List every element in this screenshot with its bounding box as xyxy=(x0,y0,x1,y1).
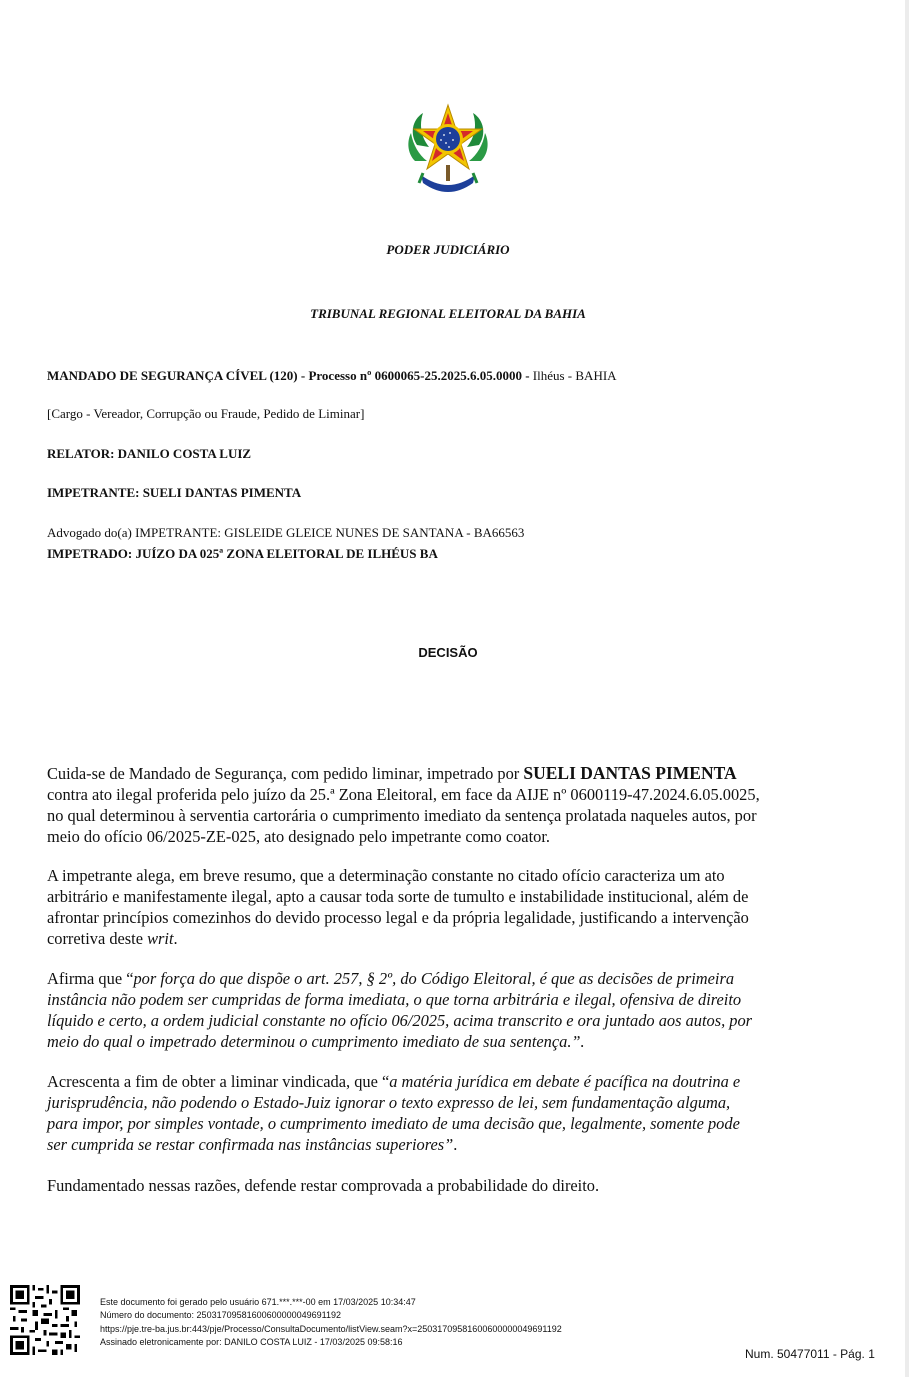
paragraph-1 xyxy=(47,763,853,847)
p3-line1: Afirma que “ xyxy=(47,969,134,988)
p3-line4: meio do qual o impetrado determinou o cumprimento imediato de sua sentença.”. xyxy=(47,1032,585,1051)
p1-impetrante-name: SUELI DANTAS PIMENTA xyxy=(523,763,737,783)
case-advogado: Advogado do(a) IMPETRANTE: GISLEIDE GLEICE NUNES DE SANTANA - BA66563 xyxy=(47,525,525,540)
p2-line2: arbitrário e manifestamente ilegal, apto a causar toda sorte de tumulto e instabilidade institucional, além de xyxy=(47,887,749,906)
p3-line2: instância não podem ser cumpridas de forma imediata, o que torna arbitrária e ilegal, ofensiva de direito xyxy=(47,990,742,1009)
p4-line4: ser cumprida se restar confirmada nas instâncias superiores” xyxy=(47,1135,454,1154)
case-class-line xyxy=(47,368,617,384)
brazil-coat-of-arms-icon xyxy=(403,103,493,199)
p1-line3: no qual determinou à serventia cartorária o cumprimento imediato da sentença prolatada naqueles autos, por xyxy=(47,806,757,825)
case-impetrado: IMPETRADO: JUÍZO DA 025ª ZONA ELEITORAL DE ILHÉUS BA xyxy=(47,546,438,561)
p4-line1: Acrescenta a fim de obter a liminar vindicada, que “ xyxy=(47,1072,390,1091)
footer-signed: Assinado eletronicamente por: DANILO COSTA LUIZ - 17/03/2025 09:58:16 xyxy=(100,1336,403,1347)
case-location: Ilhéus - BAHIA xyxy=(532,368,617,383)
p4-line3: para impor, por simples vontade, o cumprimento imediato de uma decisão que, legalmente, somente pode xyxy=(47,1114,740,1133)
page-edge xyxy=(905,0,909,1377)
p2-line4: corretiva deste xyxy=(47,929,148,948)
case-relator: RELATOR: DANILO COSTA LUIZ xyxy=(47,446,252,461)
case-impetrante: IMPETRANTE: SUELI DANTAS PIMENTA xyxy=(47,485,302,500)
p2-line3: afrontar princípios comezinhos do devido processo legal e da própria legalidade, justificando a intervenção xyxy=(47,908,749,927)
p4-line2: jurisprudência, não podendo o Estado-Juiz ignorar o texto expresso de lei, sem fundamentação alguma, xyxy=(47,1093,731,1112)
case-class: MANDADO DE SEGURANÇA CÍVEL (120) - Processo nº 0600065-25.2025.6.05.0000 - xyxy=(47,368,533,383)
p3-line3: líquido e certo, a ordem judicial constante no ofício 06/2025, acima transcrito e ora juntado aos autos, por xyxy=(47,1011,753,1030)
document-title: DECISÃO xyxy=(418,645,478,660)
header-tribunal: TRIBUNAL REGIONAL ELEITORAL DA BAHIA xyxy=(310,306,586,321)
p3-quote-start: por força do que dispõe o art. 257, § 2º, do Código Eleitoral, é que as decisões de primeira xyxy=(133,969,735,988)
p2-writ: writ xyxy=(147,929,174,948)
footer-url[interactable]: https://pje.tre-ba.jus.br:443/pje/Processo/ConsultaDocumento/listView.seam?x=25031709581600600000049691192 xyxy=(100,1323,562,1334)
p1-line2: contra ato ilegal proferida pelo juízo da 25.ª Zona Eleitoral, em face da AIJE nº 0600119-47.2024.6.05.0025, xyxy=(47,785,760,804)
header-poder-judiciario: PODER JUDICIÁRIO xyxy=(386,242,510,257)
page-number: Num. 50477011 - Pág. 1 xyxy=(745,1347,875,1361)
paragraph-2 xyxy=(47,865,853,949)
case-subject: [Cargo - Vereador, Corrupção ou Fraude, Pedido de Liminar] xyxy=(47,406,365,421)
p4-quote-start: a matéria jurídica em debate é pacífica na doutrina e xyxy=(389,1072,741,1091)
p1-line4: meio do ofício 06/2025-ZE-025, ato designado pelo impetrante como coator. xyxy=(47,827,550,846)
paragraph-5 xyxy=(47,1175,853,1196)
p2-line4-end: . xyxy=(173,929,178,948)
footer-generated: Este documento foi gerado pelo usuário 671.***.***-00 em 17/03/2025 10:34:47 xyxy=(100,1297,416,1307)
qr-code-icon[interactable] xyxy=(10,1285,80,1355)
paragraph-4 xyxy=(47,1071,853,1155)
p1-line1: Cuida-se de Mandado de Segurança, com pedido liminar, impetrado por xyxy=(47,764,524,783)
p5-line1: Fundamentado nessas razões, defende restar comprovada a probabilidade do direito. xyxy=(47,1176,600,1195)
footer-info xyxy=(100,1296,562,1349)
p2-line1: A impetrante alega, em breve resumo, que a determinação constante no citado ofício caracteriza um ato xyxy=(47,866,725,885)
footer-doc-number: Número do documento: 25031709581600600000049691192 xyxy=(100,1310,342,1321)
p4-line4-end: . xyxy=(453,1135,458,1154)
paragraph-3 xyxy=(47,968,853,1052)
